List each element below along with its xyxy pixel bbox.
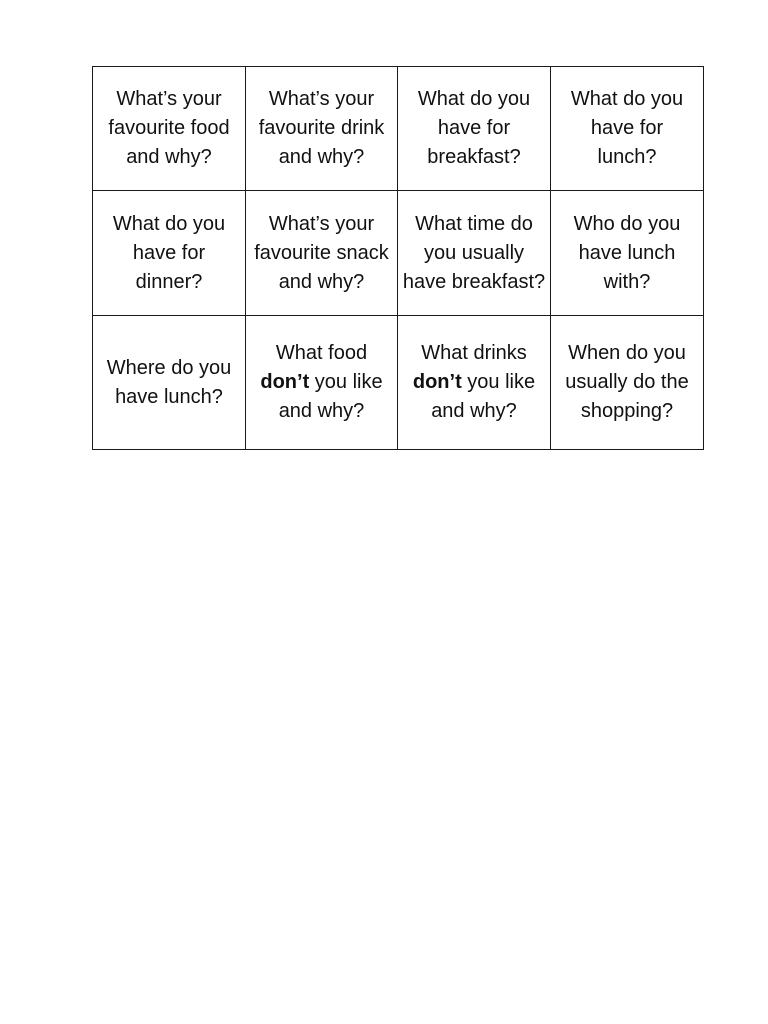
question-card-lunch: What do you have for lunch? [551, 67, 704, 191]
question-card-favourite-snack: What’s your favourite snack and why? [246, 191, 398, 316]
cards-row [93, 67, 704, 191]
question-card-disliked-food: What food don’t you like and why? [246, 316, 398, 450]
question-card-shopping: When do you usually do the shopping? [551, 316, 704, 450]
question-card-lunch-with: Who do you have lunch with? [551, 191, 704, 316]
question-card-favourite-drink: What’s your favourite drink and why? [246, 67, 398, 191]
question-card-disliked-drinks: What drinks don’t you like and why? [398, 316, 551, 450]
question-card-breakfast: What do you have for breakfast? [398, 67, 551, 191]
emphasis-dont: don’t [412, 371, 462, 393]
emphasis-dont: don’t [260, 371, 310, 393]
cards-row [93, 316, 704, 450]
question-card-dinner: What do you have for dinner? [93, 191, 246, 316]
question-card-breakfast-time: What time do you usually have breakfast? [398, 191, 551, 316]
question-card-favourite-food: What’s your favourite food and why? [93, 67, 246, 191]
cards-row [93, 191, 704, 316]
question-card-lunch-where: Where do you have lunch? [93, 316, 246, 450]
question-cards-grid [92, 66, 704, 450]
